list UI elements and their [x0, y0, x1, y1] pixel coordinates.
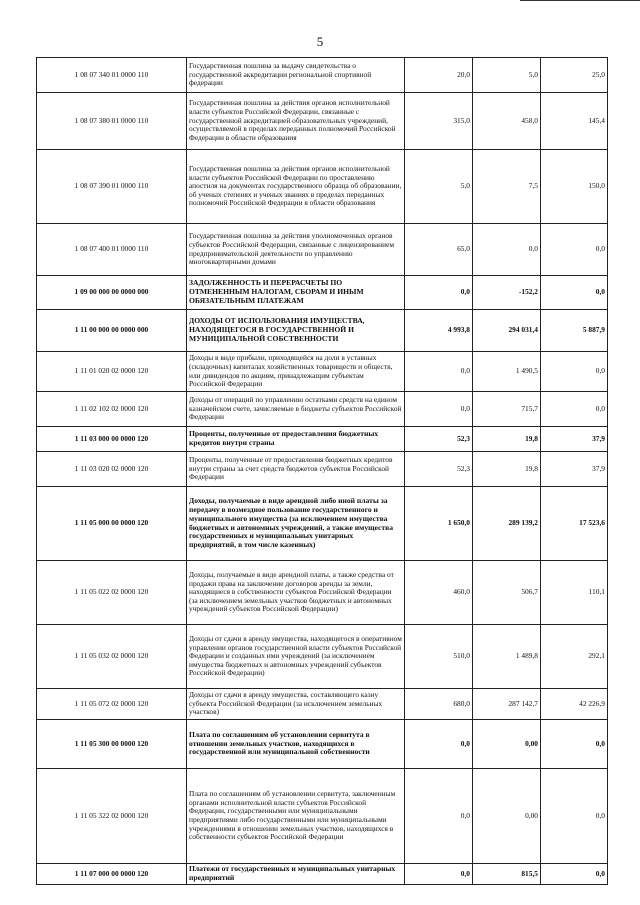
- revenue-name-cell: Плата по соглашениям об установлении сервитута, заключенным органами исполнительной власти субъектов Российской Федерации, государственными или муниципальными предприятиями либо государственными или муниципальными учреждениями в отношении земельных участков, находящихся в собственности субъектов Российской Федерации: [187, 769, 405, 864]
- value-cell-2: 0,00: [473, 769, 541, 864]
- budget-revenue-table: [36, 57, 608, 885]
- value-cell-1: 0,0: [405, 392, 473, 427]
- table-row: [37, 689, 608, 720]
- table-row: [37, 150, 608, 224]
- budget-code-cell: 1 11 05 022 02 0000 120: [37, 561, 187, 625]
- value-cell-3: 150,0: [541, 150, 608, 224]
- budget-code-cell: 1 11 03 000 00 0000 120: [37, 427, 187, 452]
- table-row: [37, 58, 608, 93]
- value-cell-1: 4 993,8: [405, 310, 473, 352]
- value-cell-2: 287 142,7: [473, 689, 541, 720]
- revenue-name-cell: Проценты, полученные от предоставления бюджетных кредитов внутри страны: [187, 427, 405, 452]
- table-row: [37, 93, 608, 150]
- value-cell-1: 0,0: [405, 720, 473, 769]
- page-number: 5: [316, 34, 324, 49]
- value-cell-1: 1 650,0: [405, 487, 473, 561]
- value-cell-3: 292,1: [541, 625, 608, 689]
- table-row: [37, 276, 608, 310]
- revenue-name-cell: Государственная пошлина за действия органов исполнительной власти субъектов Российской Федерации, связанные с государственной аккредитацией образовательных учреждений, осуществляемой в пределах переданных полномочий Российской Федерации в области образования: [187, 93, 405, 150]
- value-cell-1: 680,0: [405, 689, 473, 720]
- value-cell-2: 19,8: [473, 452, 541, 487]
- budget-code-cell: 1 11 05 072 02 0000 120: [37, 689, 187, 720]
- value-cell-3: 0,0: [541, 352, 608, 392]
- table-row: [37, 352, 608, 392]
- revenue-name-cell: Доходы от сдачи в аренду имущества, находящегося в оперативном управлении органов государственной власти субъектов Российской Федерации и созданных ими учреждений (за исключением имущества бюджетных и автономных учреждений субъектов Российской Федерации): [187, 625, 405, 689]
- value-cell-3: 5 887,9: [541, 310, 608, 352]
- value-cell-3: 37,9: [541, 452, 608, 487]
- value-cell-2: -152,2: [473, 276, 541, 310]
- table-row: [37, 224, 608, 276]
- budget-code-cell: 1 08 07 380 01 0000 110: [37, 93, 187, 150]
- value-cell-2: 715,7: [473, 392, 541, 427]
- value-cell-2: 1 489,8: [473, 625, 541, 689]
- value-cell-1: 510,0: [405, 625, 473, 689]
- table-row: [37, 427, 608, 452]
- table-row: [37, 625, 608, 689]
- revenue-name-cell: Доходы в виде прибыли, приходящейся на доли в уставных (складочных) капиталах хозяйственных товариществ и обществ, или дивидендов по акциям, принадлежащим субъектам Российской Федерации: [187, 352, 405, 392]
- revenue-name-cell: Доходы, получаемые в виде арендной либо иной платы за передачу в возмездное пользование государственного и муниципального имущества (за исключением имущества бюджетных и автономных учреждений, а также имущества государственных и муниципальных унитарных предприятий, в том числе казенных): [187, 487, 405, 561]
- revenue-name-cell: Доходы от сдачи в аренду имущества, составляющего казну субъекта Российской Федерации (за исключением земельных участков): [187, 689, 405, 720]
- scan-edge-mark: [520, 0, 640, 5]
- value-cell-2: 5,0: [473, 58, 541, 93]
- revenue-name-cell: ДОХОДЫ ОТ ИСПОЛЬЗОВАНИЯ ИМУЩЕСТВА, НАХОДЯЩЕГОСЯ В ГОСУДАРСТВЕННОЙ И МУНИЦИПАЛЬНОЙ СОБСТВЕННОСТИ: [187, 310, 405, 352]
- value-cell-1: 52,3: [405, 452, 473, 487]
- value-cell-3: 37,9: [541, 427, 608, 452]
- budget-code-cell: 1 11 05 000 00 0000 120: [37, 487, 187, 561]
- revenue-name-cell: Плата по соглашениям об установлении сервитута в отношении земельных участков, находящихся в государственной или муниципальной собственности: [187, 720, 405, 769]
- budget-code-cell: 1 11 07 000 00 0000 120: [37, 864, 187, 885]
- table-row: [37, 310, 608, 352]
- value-cell-1: 315,0: [405, 93, 473, 150]
- value-cell-2: 294 031,4: [473, 310, 541, 352]
- value-cell-2: 7,5: [473, 150, 541, 224]
- table-row: [37, 769, 608, 864]
- value-cell-1: 0,0: [405, 352, 473, 392]
- value-cell-2: 815,5: [473, 864, 541, 885]
- value-cell-3: 110,1: [541, 561, 608, 625]
- value-cell-1: 460,0: [405, 561, 473, 625]
- budget-code-cell: 1 11 05 300 00 0000 120: [37, 720, 187, 769]
- value-cell-2: 0,00: [473, 720, 541, 769]
- revenue-name-cell: Платежи от государственных и муниципальных унитарных предприятий: [187, 864, 405, 885]
- value-cell-1: 52,3: [405, 427, 473, 452]
- value-cell-1: 20,0: [405, 58, 473, 93]
- budget-code-cell: 1 09 00 000 00 0000 000: [37, 276, 187, 310]
- value-cell-2: 506,7: [473, 561, 541, 625]
- budget-code-cell: 1 11 00 000 00 0000 000: [37, 310, 187, 352]
- value-cell-1: 0,0: [405, 769, 473, 864]
- value-cell-1: 0,0: [405, 864, 473, 885]
- table-row: [37, 720, 608, 769]
- budget-code-cell: 1 08 07 390 01 0000 110: [37, 150, 187, 224]
- budget-code-cell: 1 08 07 340 01 0000 110: [37, 58, 187, 93]
- value-cell-3: 0,0: [541, 276, 608, 310]
- table-row: [37, 392, 608, 427]
- value-cell-3: 145,4: [541, 93, 608, 150]
- table-row: [37, 561, 608, 625]
- value-cell-1: 0,0: [405, 276, 473, 310]
- revenue-name-cell: ЗАДОЛЖЕННОСТЬ И ПЕРЕРАСЧЕТЫ ПО ОТМЕНЕННЫМ НАЛОГАМ, СБОРАМ И ИНЫМ ОБЯЗАТЕЛЬНЫМ ПЛАТЕЖАМ: [187, 276, 405, 310]
- value-cell-3: 0,0: [541, 720, 608, 769]
- budget-code-cell: 1 11 01 020 02 0000 120: [37, 352, 187, 392]
- value-cell-2: 1 490,5: [473, 352, 541, 392]
- value-cell-2: 19,8: [473, 427, 541, 452]
- budget-code-cell: 1 11 02 102 02 0000 120: [37, 392, 187, 427]
- revenue-name-cell: Доходы от операций по управлению остатками средств на едином казначейском счете, зачисляемые в бюджеты субъектов Российской Федерации: [187, 392, 405, 427]
- value-cell-3: 0,0: [541, 224, 608, 276]
- budget-code-cell: 1 11 05 322 02 0000 120: [37, 769, 187, 864]
- value-cell-2: 0,0: [473, 224, 541, 276]
- table-row: [37, 487, 608, 561]
- value-cell-3: 0,0: [541, 864, 608, 885]
- value-cell-3: 25,0: [541, 58, 608, 93]
- revenue-name-cell: Государственная пошлина за действия уполномоченных органов субъектов Российской Федерации, связанные с лицензированием предпринимательской деятельности по управлению многоквартирными домами: [187, 224, 405, 276]
- budget-code-cell: 1 11 05 032 02 0000 120: [37, 625, 187, 689]
- value-cell-2: 458,0: [473, 93, 541, 150]
- value-cell-3: 0,0: [541, 769, 608, 864]
- value-cell-1: 65,0: [405, 224, 473, 276]
- budget-code-cell: 1 08 07 400 01 0000 110: [37, 224, 187, 276]
- revenue-name-cell: Проценты, полученные от предоставления бюджетных кредитов внутри страны за счет средств бюджетов субъектов Российской Федерации: [187, 452, 405, 487]
- revenue-name-cell: Доходы, получаемые в виде арендной платы, а также средства от продажи права на заключение договоров аренды за земли, находящиеся в собственности субъектов Российской Федерации (за исключением земельных участков бюджетных и автономных учреждений субъектов Российской Федерации): [187, 561, 405, 625]
- table-row: [37, 864, 608, 885]
- revenue-name-cell: Государственная пошлина за действия органов исполнительной власти субъектов Российской Федерации по проставлению апостиля на документах государственного образца об образовании, об ученых степенях и ученых званиях в пределах переданных полномочий Российской Федерации в области образования: [187, 150, 405, 224]
- value-cell-3: 17 523,6: [541, 487, 608, 561]
- value-cell-1: 5,0: [405, 150, 473, 224]
- budget-code-cell: 1 11 03 020 02 0000 120: [37, 452, 187, 487]
- value-cell-2: 289 139,2: [473, 487, 541, 561]
- revenue-name-cell: Государственная пошлина за выдачу свидетельства о государственной аккредитации региональной спортивной федерации: [187, 58, 405, 93]
- value-cell-3: 42 226,9: [541, 689, 608, 720]
- value-cell-3: 0,0: [541, 392, 608, 427]
- table-row: [37, 452, 608, 487]
